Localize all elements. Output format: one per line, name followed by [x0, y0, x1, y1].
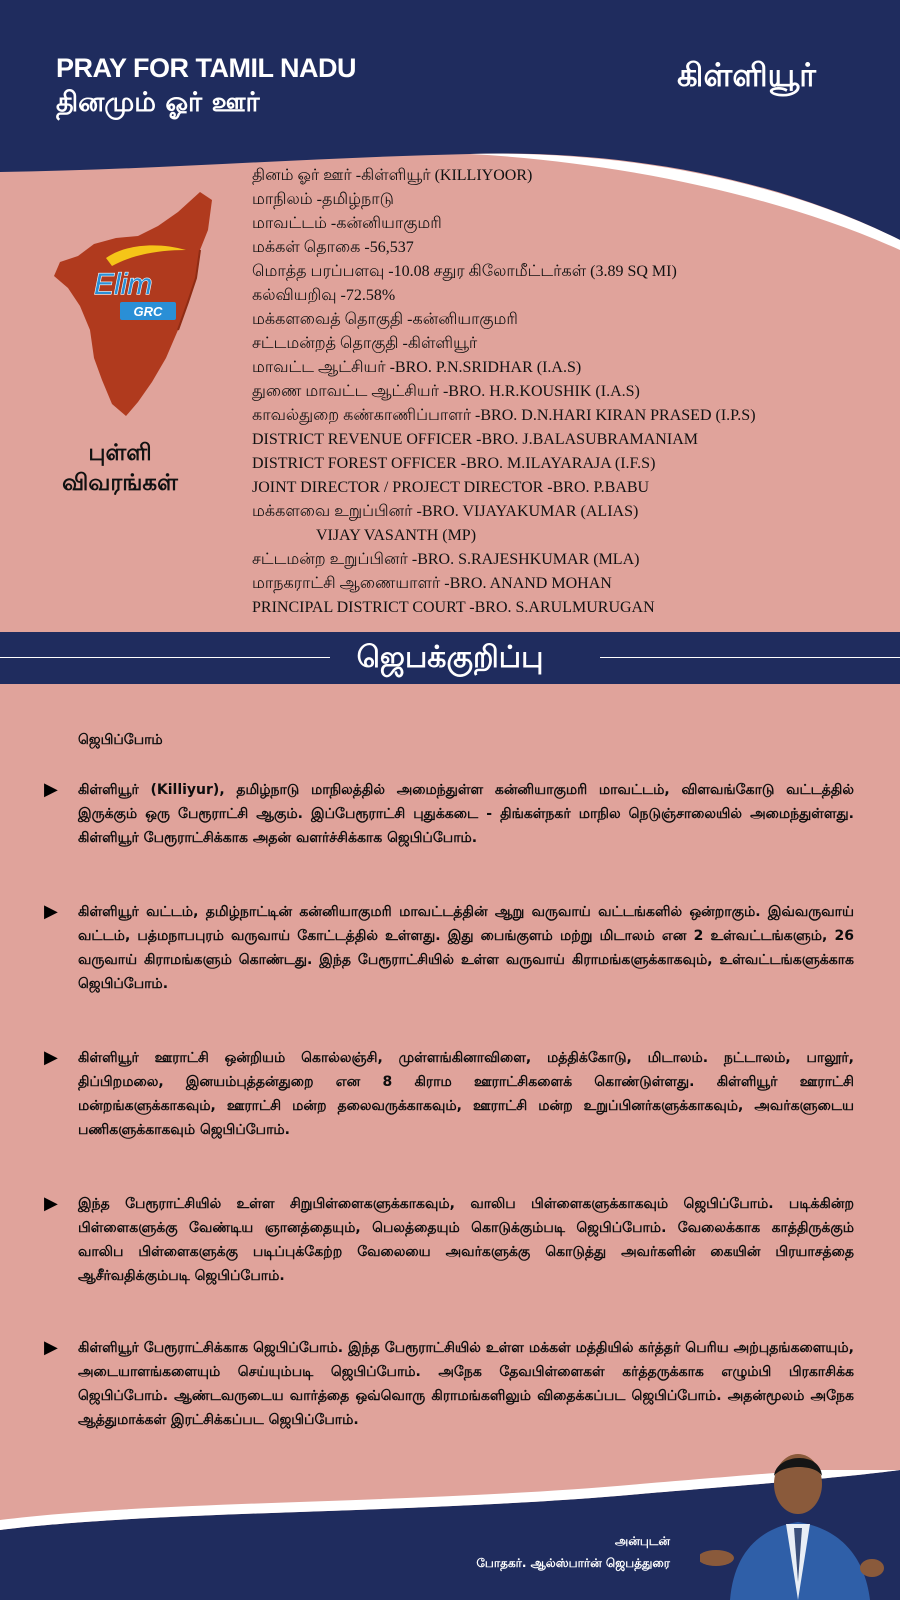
- prayer-point: இந்த பேரூராட்சியில் உள்ள சிறுபிள்ளைகளுக்காகவும், வாலிப பிள்ளைகளுக்காகவும் ஜெபிப்போம். படிக்கின்ற பிள்ளைகளுக்கு வேண்டிய ஞானத்தையும், பெலத்தையும் கொடுக்கும்படி ஜெபிப்போம். வேலைக்காக காத்திருக்கும் வாலிப பிள்ளைகளுக்கு படிப்புக்கேற்ற வேலையை அவர்களுக்கு கொடுத்து அவர்களின் கையின் பிரயாசத்தை ஆசீர்வதிக்கும்படி ஜெபிப்போம்.: [78, 1196, 854, 1284]
- prayer-point: கிள்ளியூர் ஊராட்சி ஒன்றியம் கொல்லஞ்சி, முள்ளங்கினாவிளை, மத்திக்கோடு, மிடாலம். நட்டாலம், பாலூர், திப்பிறமலை, இனயம்புத்தன்துறை என 8 கிராம ஊராட்சிகளைக் கொண்டுள்ளது. கிள்ளியூர் ஊராட்சி மன்றங்களுக்காகவும், ஊராட்சி மன்ற தலைவருக்காகவும், ஊராட்சி மன்ற உறுப்பினர்களுக்காகவும், அவர்களுடைய பணிகளுக்காகவும் ஜெபிப்போம்.: [78, 1050, 854, 1138]
- detail-row: PRINCIPAL DISTRICT COURT -BRO. S.ARULMURUGAN: [252, 599, 655, 616]
- detail-row: மாநகராட்சி ஆணையாளர் -BRO. ANAND MOHAN: [252, 575, 612, 592]
- triangle-bullet-icon: ▶: [44, 1047, 58, 1068]
- header-title-block: [56, 52, 356, 122]
- logo-sub: GRC: [133, 304, 163, 319]
- triangle-bullet-icon: ▶: [44, 1193, 58, 1214]
- signoff-name: போதகர். ஆல்ஸ்பார்ன் ஜெபத்துரை: [476, 1556, 670, 1570]
- detail-row: மக்கள் தொகை -56,537: [252, 239, 414, 256]
- header-title-en: PRAY FOR TAMIL NADU: [56, 53, 357, 83]
- detail-row: சட்டமன்ற உறுப்பினர் -BRO. S.RAJESHKUMAR (MLA): [252, 551, 640, 568]
- detail-row: DISTRICT FOREST OFFICER -BRO. M.ILAYARAJA (I.F.S): [252, 455, 656, 472]
- details-list: [252, 164, 892, 620]
- detail-row: தினம் ஓர் ஊர் -கிள்ளியூர் (KILLIYOOR): [252, 167, 533, 184]
- tamil-nadu-map: [50, 190, 220, 420]
- triangle-bullet-icon: ▶: [44, 779, 58, 800]
- detail-row: மாநிலம் -தமிழ்நாடு: [252, 191, 394, 208]
- detail-row: மாவட்டம் -கன்னியாகுமரி: [252, 215, 442, 232]
- stats-label: புள்ளி விவரங்கள்: [62, 440, 178, 496]
- prayer-intro: ஜெபிப்போம்: [78, 732, 163, 748]
- prayer-point: கிள்ளியூர் வட்டம், தமிழ்நாட்டின் கன்னியாகுமரி மாவட்டத்தின் ஆறு வருவாய் வட்டங்களில் ஒன்றாகும். இவ்வருவாய் வட்டம், பத்மநாபபுரம் வருவாய் கோட்டத்தில் உள்ளது. இது பைங்குளம் மற்று மிடாலம் என 2 உள்வட்டங்களும், 26 வருவாய் கிராமங்களும் கொண்டது. இந்த பேரூராட்சியில் உள்ள வருவாய் கிராமங்களுக்காகவும், உள்வட்டங்களுக்காக ஜெபிப்போம்.: [78, 904, 854, 992]
- prayer-point: கிள்ளியூர் (Killiyur), தமிழ்நாடு மாநிலத்தில் அமைந்துள்ள கன்னியாகுமரி மாவட்டம், விளவங்கோடு வட்டத்தில் இருக்கும் ஒரு பேரூராட்சி ஆகும். இப்பேரூராட்சி புதுக்கடை - திங்கள்நகர் மாநில நெடுஞ்சாலையில் அமைந்துள்ளது. கிள்ளியூர் பேரூராட்சிக்காக அதன் வளர்ச்சிக்காக ஜெபிப்போம்.: [78, 782, 854, 846]
- triangle-bullet-icon: ▶: [44, 901, 58, 922]
- signoff-label: அன்புடன்: [614, 1534, 670, 1548]
- detail-row: மொத்த பரப்பளவு -10.08 சதுர கிலோமீட்டர்கள் (3.89 SQ MI): [252, 263, 677, 280]
- detail-row: மாவட்ட ஆட்சியர் -BRO. P.N.SRIDHAR (I.A.S): [252, 359, 582, 376]
- pastor-photo: [700, 1432, 890, 1600]
- detail-row: சட்டமன்றத் தொகுதி -கிள்ளியூர்: [252, 335, 478, 352]
- detail-row: மக்களவைத் தொகுதி -கன்னியாகுமரி: [252, 311, 518, 328]
- town-name: கிள்ளியூர்: [677, 56, 816, 94]
- detail-row: VIJAY VASANTH (MP): [316, 527, 477, 544]
- detail-row: DISTRICT REVENUE OFFICER -BRO. J.BALASUBRAMANIAM: [252, 431, 698, 448]
- prayer-point: கிள்ளியூர் பேரூராட்சிக்காக ஜெபிப்போம். இந்த பேரூராட்சியில் உள்ள மக்கள் மத்தியில் கர்த்தர் பெரிய அற்புதங்களையும், அடையாளங்களையும் செய்யும்படி ஜெபிப்போம். அநேக தேவபிள்ளைகள் கர்த்தருக்காக எழும்பி பிரகாசிக்க ஜெபிப்போம். ஆண்டவருடைய வார்த்தை ஒவ்வொரு கிராமங்களிலும் விதைக்கப்பட ஜெபிப்போம். அதன்மூலம் அநேக ஆத்துமாக்கள் இரட்சிக்கப்பட ஜெபிப்போம்.: [78, 1340, 854, 1428]
- triangle-bullet-icon: ▶: [44, 1337, 58, 1358]
- logo-text: Elim: [94, 268, 153, 301]
- detail-row: கல்வியறிவு -72.58%: [252, 287, 396, 304]
- signoff: [476, 1530, 670, 1574]
- detail-row: காவல்துறை கண்காணிப்பாளர் -BRO. D.N.HARI KIRAN PRASED (I.P.S): [252, 407, 756, 424]
- detail-row: துணை மாவட்ட ஆட்சியர் -BRO. H.R.KOUSHIK (I.A.S): [252, 383, 640, 400]
- prayer-heading: [0, 632, 900, 684]
- detail-row: மக்களவை உறுப்பினர் -BRO. VIJAYAKUMAR (ALIAS): [252, 503, 639, 520]
- header-title-ta: தினமும் ஓர் ஊர்: [56, 87, 260, 118]
- prayer-heading-text: ஜெபக்குறிப்பு: [337, 640, 564, 675]
- detail-row: JOINT DIRECTOR / PROJECT DIRECTOR -BRO. P.BABU: [252, 479, 650, 496]
